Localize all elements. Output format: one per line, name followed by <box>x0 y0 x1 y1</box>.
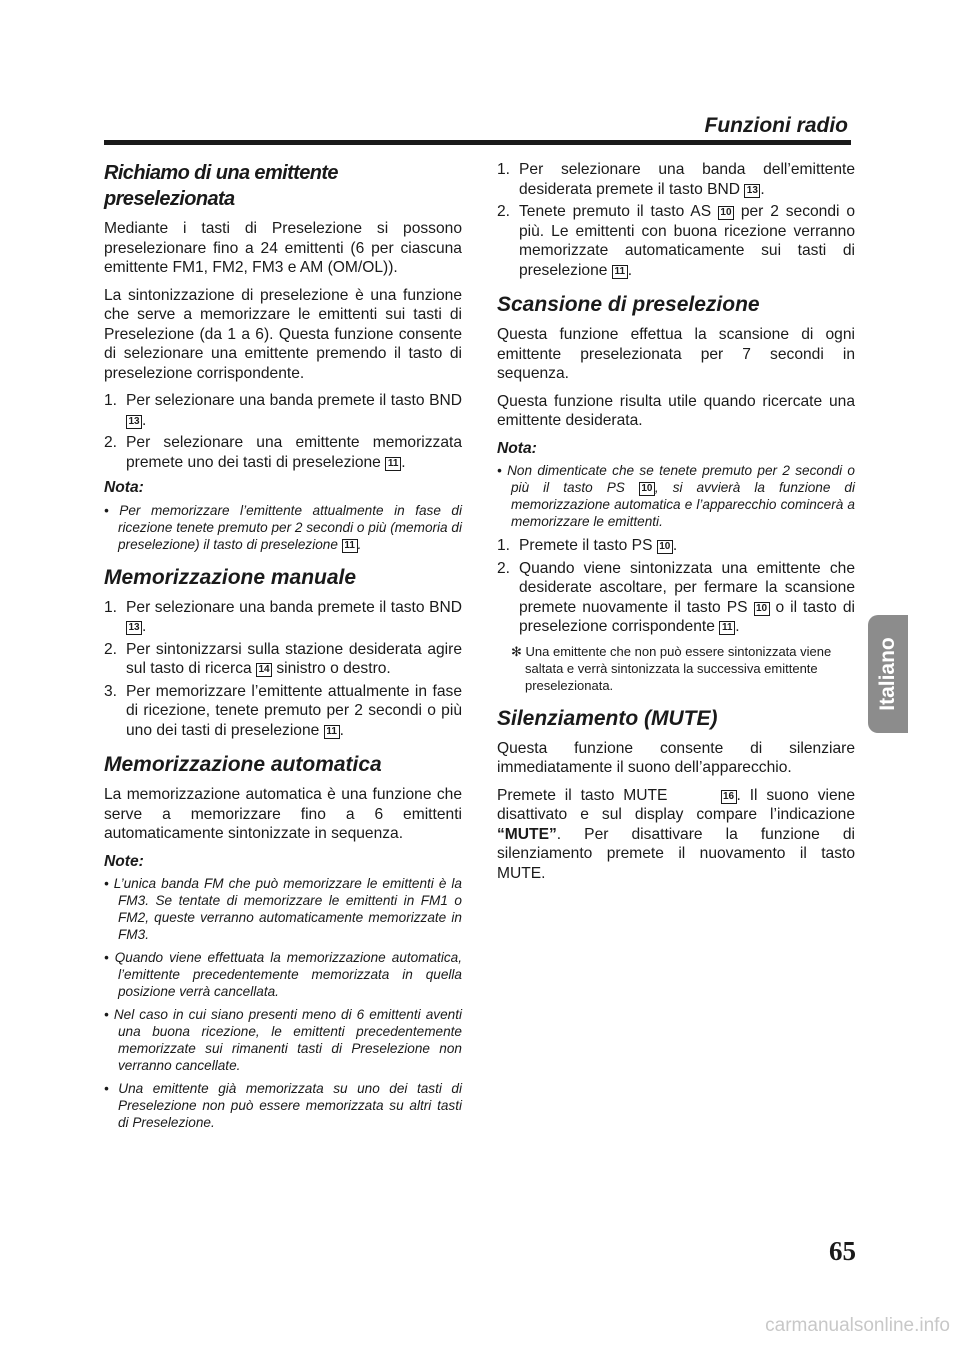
numbered-list <box>104 598 462 741</box>
key-badge: 11 <box>385 457 401 471</box>
key-badge: 13 <box>126 415 142 429</box>
key-badge: 11 <box>612 265 628 279</box>
text: . Per disattivare la funzione di silenziamento premete il nuovamento il tasto MUTE. <box>497 825 855 882</box>
item-text: per 2 secondi o più. Le emittenti con buona ricezione verranno memorizzate automaticamente sui tasti di preselezione <box>519 203 855 279</box>
note-item: • L’unica banda FM che può memorizzare le emittenti è la FM3. Se tentate di memorizzare le emittenti in FM1 o FM2, queste verranno automaticamente memorizzate in FM3. <box>104 876 462 942</box>
note-text: Non dimenticate che se tenete premuto per 2 secondi o più il tasto PS <box>507 463 855 495</box>
item-text: Quando viene sintonizzata una emittente che desiderate ascoltare, per fermare la scansione premete nuovamente il tasto PS <box>519 559 855 616</box>
item-number: 3. <box>104 682 118 700</box>
section-title-mute: Silenziamento (MUTE) <box>497 706 718 730</box>
key-badge: 13 <box>744 184 760 198</box>
list-item: 3. Per memorizzare l’emittente attualmente in fase di ricezione, tenete premuto per 2 secondi o più uno dei tasti di preselezione 11 . <box>104 682 462 739</box>
section-title-manuale: Memorizzazione manuale <box>104 565 357 589</box>
text: . Il suono viene disattivato e sul display compare l’indicazione <box>497 786 855 823</box>
note-list <box>497 462 855 530</box>
language-tab-label: Italiano <box>876 637 899 711</box>
section-title-automatica: Memorizzazione automatica <box>104 753 382 776</box>
item-text: o il tasto di preselezione corrispondente <box>519 598 855 635</box>
key-badge: 16 <box>721 790 737 804</box>
key-badge: 11 <box>342 539 358 553</box>
note-item: • Una emittente già memorizzata su uno dei tasti di Preselezione non può essere memorizzata su altri tasti di Preselezione. <box>104 1081 462 1130</box>
key-badge: 10 <box>639 482 655 496</box>
paragraph: La sintonizzazione di preselezione è una funzione che serve a memorizzare le emittenti sui tasti di Preselezione (da 1 a 6). Questa funzione consente di selezionare una emittente premendo il tasto di preselezione corrispondente. <box>104 286 462 382</box>
paragraph: Mediante i tasti di Preselezione si possono preselezionare fino a 24 emittenti (6 per ciascuna emittente FM1, FM2, FM3 e AM (OM/OL)). <box>104 220 462 276</box>
right-column <box>497 160 855 891</box>
note-text: L’unica banda FM che può memorizzare le emittenti è la FM3. Se tentate di memorizzare le emittenti in FM1 o FM2, queste verranno automaticamente memorizzate in FM3. <box>113 876 462 942</box>
list-item: 1. Per selezionare una banda premete il tasto BND 13 . <box>104 598 462 635</box>
item-text: Tenete premuto il tasto AS <box>519 203 712 220</box>
item-number: 2. <box>104 640 118 658</box>
list-item <box>104 640 462 679</box>
paragraph: Questa funzione risulta utile quando ricercate una emittente desiderata. <box>497 392 855 429</box>
item-text: Per sintonizzarsi sulla stazione desiderata agire sul tasto di ricerca <box>126 640 462 677</box>
list-item: 1. Per selezionare una banda premete il tasto BND 13 . <box>104 392 462 429</box>
key-badge: 14 <box>256 663 272 677</box>
key-badge: 10 <box>657 540 673 554</box>
paragraph: Questa funzione effettua la scansione di ogni emittente preselezionata per 7 secondi in sequenza. <box>497 326 855 382</box>
paragraph: Questa funzione consente di silenziare immediatamente il suono dell’apparecchio. <box>497 739 855 776</box>
item-text: Premete il tasto PS <box>519 537 653 554</box>
note-text: Quando viene effettuata la memorizzazione automatica, l’emittente precedentemente memorizzata in quella posizione verrà cancellata. <box>114 950 462 999</box>
note-text: Nel caso in cui siano presenti meno di 6 emittenti aventi una buona ricezione, le emittenti precedentemente memorizzate sui rimanenti tasti di Preselezione non verranno cancellate. <box>113 1007 462 1073</box>
note-label: Nota: <box>497 439 537 457</box>
mute-indicator-text: “MUTE” <box>497 825 557 843</box>
page-number: 65 <box>829 1236 856 1266</box>
list-item: 2. Quando viene sintonizzata una emittente che desiderate ascoltare, per fermare la scansione premete nuovamente il tasto PS 10 o il tasto di preselezione corrispondente 11 . <box>497 559 855 635</box>
item-number: 1. <box>497 161 511 178</box>
list-item: 1. Premete il tasto PS 10 . <box>497 537 678 554</box>
item-text: Per selezionare una emittente memorizzata premete uno dei tasti di preselezione <box>126 434 462 471</box>
key-badge: 11 <box>719 621 735 635</box>
item-text: Per selezionare una banda dell’emittente desiderata premete il tasto BND <box>519 161 855 198</box>
language-tab <box>868 615 908 733</box>
list-item: 1. Per selezionare una banda dell’emittente desiderata premete il tasto BND 13 . <box>497 161 855 198</box>
note-item: • Nel caso in cui siano presenti meno di 6 emittenti aventi una buona ricezione, le emittenti precedentemente memorizzate sui rimanenti tasti di Preselezione non verranno cancellate. <box>104 1007 462 1073</box>
numbered-list <box>497 536 855 637</box>
item-number: 2. <box>497 559 511 577</box>
text: Premete il tasto MUTE <box>497 786 668 804</box>
note-item: • Per memorizzare l’emittente attualmente in fase di ricezione tenete premuto per 2 secondi o più (memoria di preselezione) il tasto di preselezione 11 . <box>104 502 462 552</box>
paragraph: La memorizzazione automatica è una funzione che serve a memorizzare fino a 6 emittenti automaticamente sintonizzate in sequenza. <box>104 786 462 842</box>
watermark: carmanualsonline.info <box>765 1315 950 1336</box>
note-label: Note: <box>104 852 144 870</box>
note-text: Una emittente già memorizzata su uno dei tasti di Preselezione non può essere memorizzata su altri tasti di Preselezione. <box>118 1081 462 1130</box>
page-header-title: Funzioni radio <box>704 114 848 137</box>
footnote: ✻ Una emittente che non può essere sintonizzata viene saltata e verrà sintonizzata la successiva emittente preselezionata. <box>511 643 832 693</box>
key-badge: 10 <box>718 206 734 220</box>
key-badge: 10 <box>754 602 770 616</box>
key-badge: 13 <box>126 621 142 635</box>
paragraph <box>497 786 855 884</box>
note-text: Per memorizzare l’emittente attualmente in fase di ricezione tenete premuto per 2 secondi o più (memoria di preselezione) il tasto di preselezione <box>118 502 462 552</box>
note-item: • Quando viene effettuata la memorizzazione automatica, l’emittente precedentemente memorizzata in quella posizione verrà cancellata. <box>104 950 462 999</box>
note-text: , si avvierà la funzione di memorizzazione automatica e l’apparecchio comincerà a memorizzare le emittenti. <box>511 480 856 529</box>
note-list <box>104 502 462 553</box>
list-item: 2. Tenete premuto il tasto AS 10 per 2 secondi o più. Le emittenti con buona ricezione verranno memorizzate automaticamente sui tasti di preselezione 11 . <box>497 203 855 279</box>
header-rule <box>104 140 851 145</box>
note-item: • Non dimenticate che se tenete premuto per 2 secondi o più il tasto PS 10 , si avvierà la funzione di memorizzazione automatica e l’apparecchio comincerà a memorizzare le emittenti. <box>497 463 856 529</box>
item-text: Per selezionare una banda premete il tasto BND <box>126 392 462 409</box>
footnote-text: Una emittente che non può essere sintonizzata viene saltata e verrà sintonizzata la successiva emittente preselezionata. <box>525 643 832 693</box>
section-title-richiamo: Richiamo di una emittente preselezionata <box>104 162 338 210</box>
item-number: 2. <box>104 434 118 451</box>
note-label: Nota: <box>104 479 144 496</box>
numbered-list <box>497 160 855 280</box>
item-text: sinistro o destro. <box>276 660 391 677</box>
item-text: Per memorizzare l’emittente attualmente in fase di ricezione, tenete premuto per 2 secondi o più uno dei tasti di preselezione <box>126 682 462 739</box>
section-title-scansione: Scansione di preselezione <box>497 293 760 316</box>
item-number: 1. <box>497 537 511 554</box>
numbered-list <box>104 391 462 472</box>
left-column <box>104 160 462 1137</box>
note-list <box>104 875 462 1131</box>
item-number: 2. <box>497 203 511 220</box>
item-text: Per selezionare una banda premete il tasto BND <box>126 598 462 616</box>
item-number: 1. <box>104 392 118 409</box>
key-badge: 11 <box>324 725 340 739</box>
item-number: 1. <box>104 598 118 616</box>
list-item: 2. Per selezionare una emittente memorizzata premete uno dei tasti di preselezione 11 . <box>104 434 462 471</box>
